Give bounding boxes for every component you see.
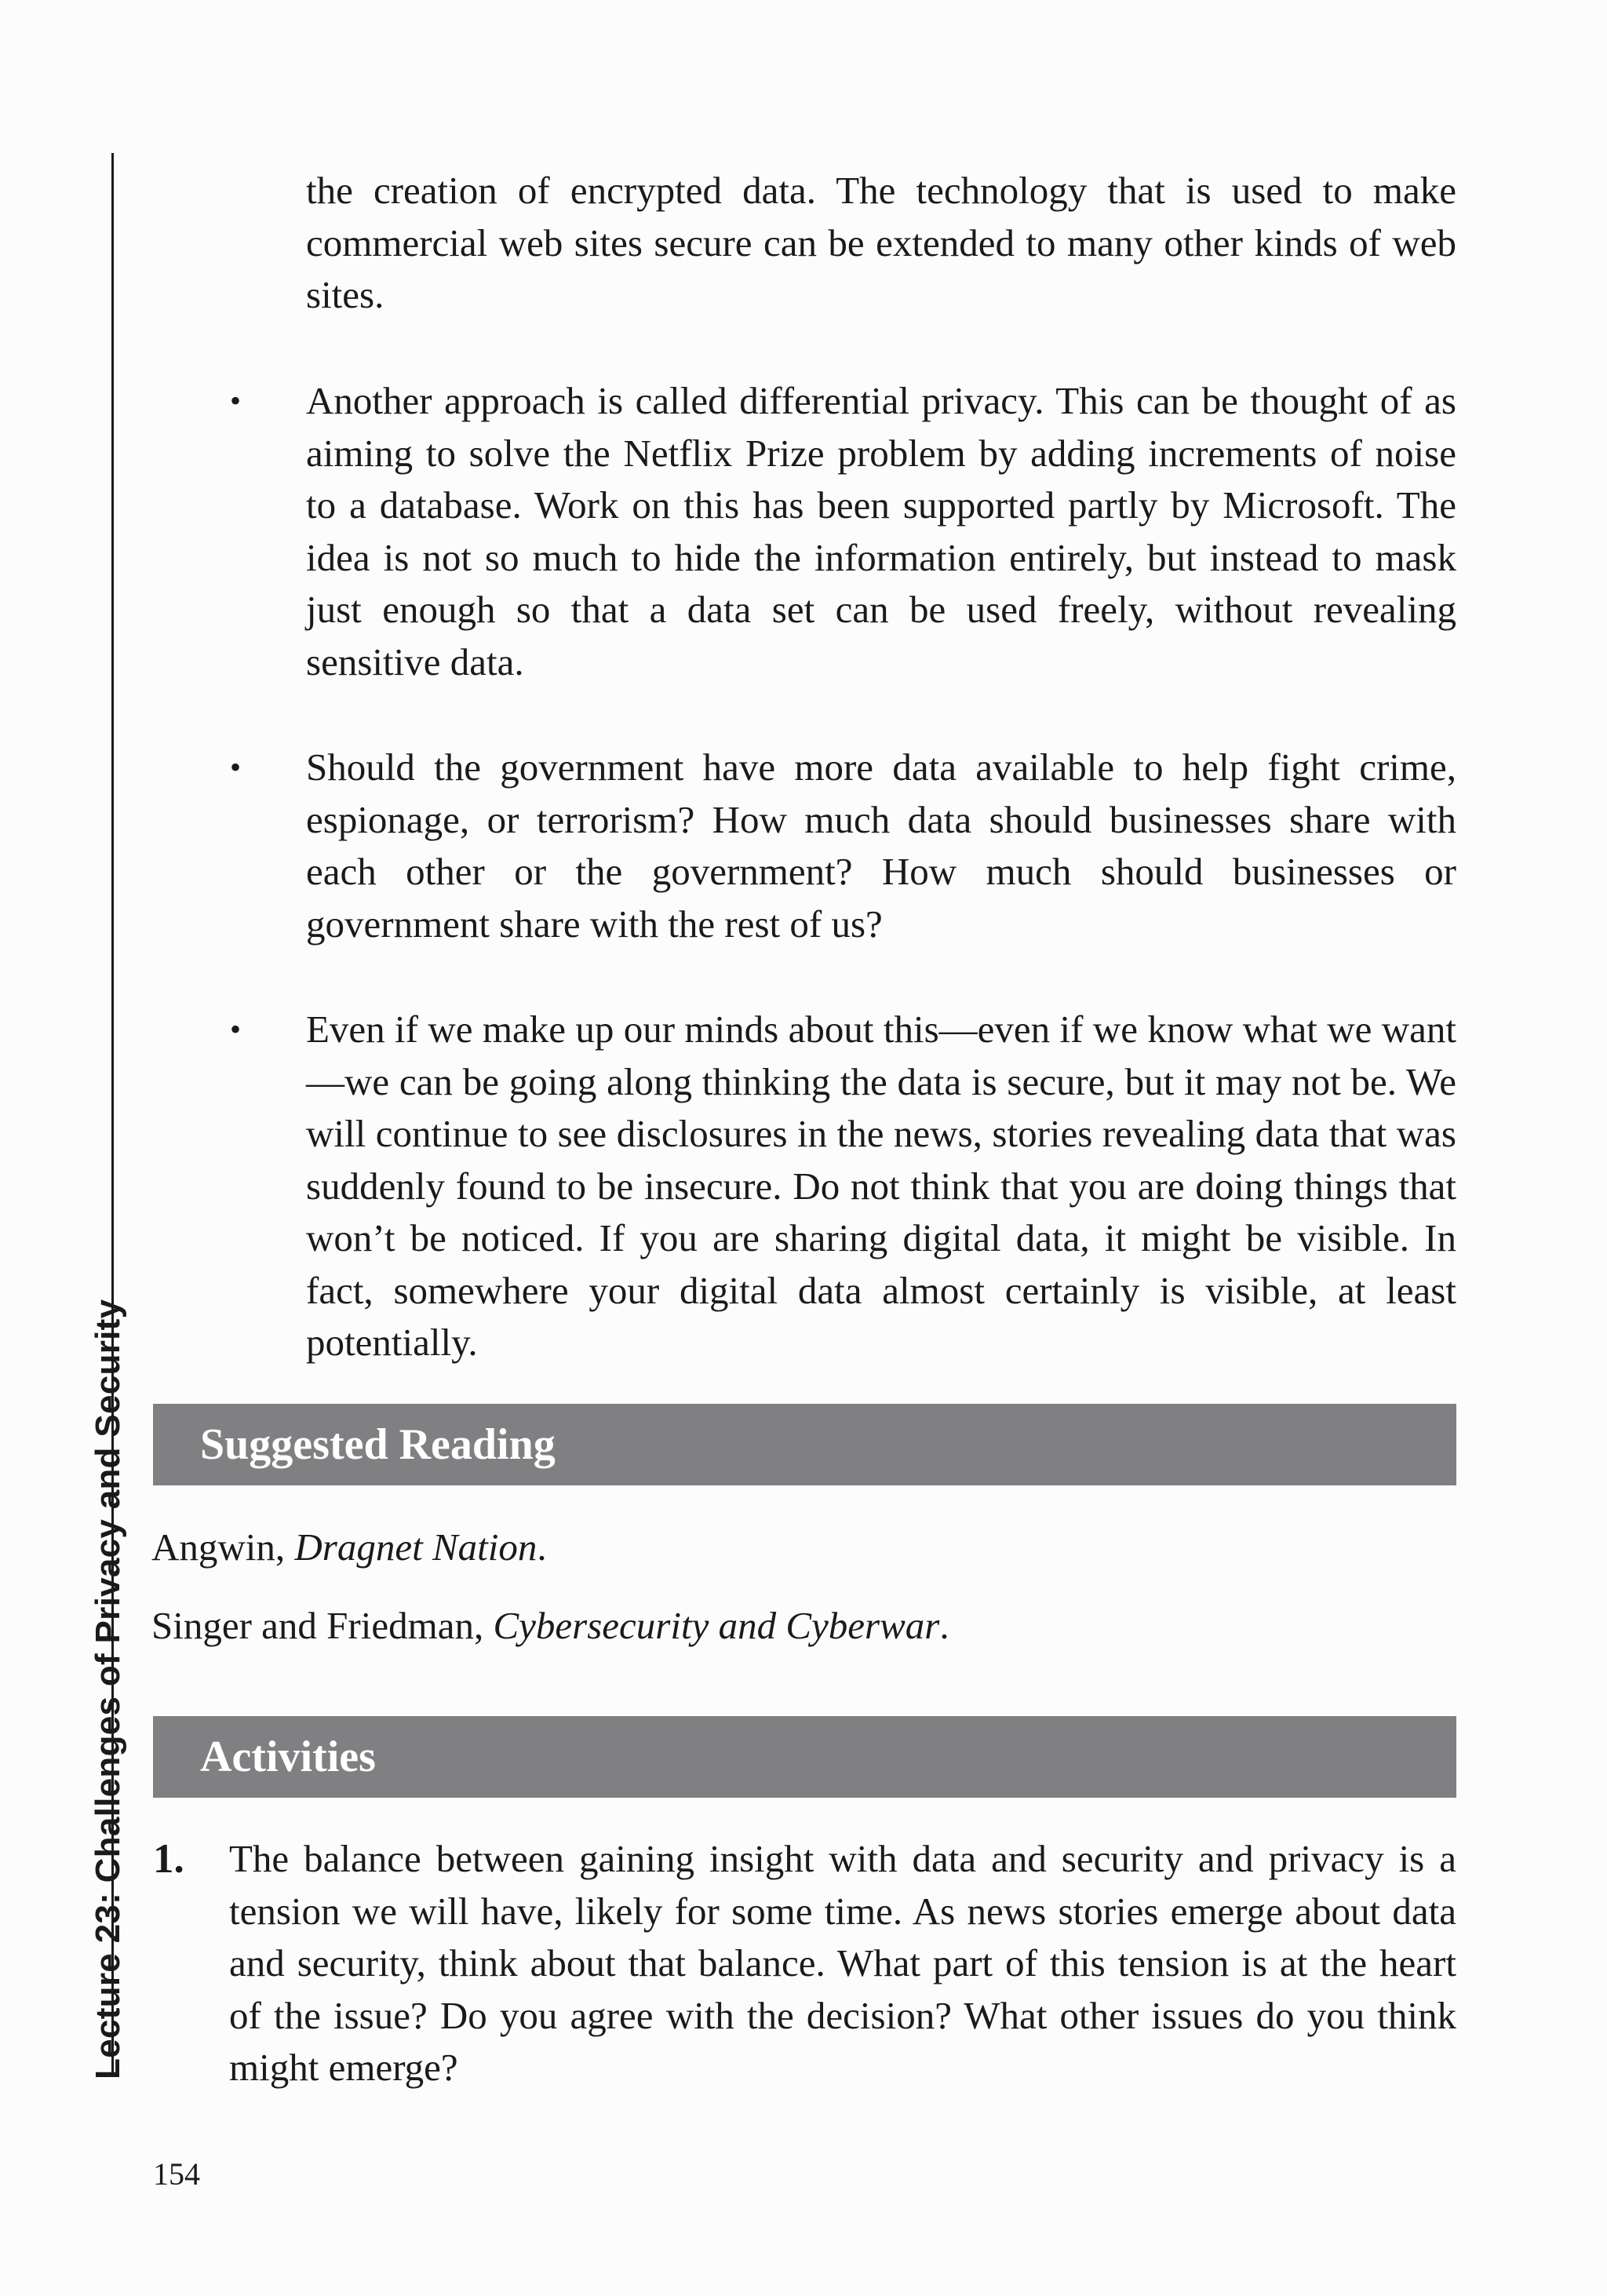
reading-entry bbox=[151, 1524, 547, 1571]
reading-title: Cybersecurity and Cyberwar bbox=[493, 1604, 940, 1647]
activities-header bbox=[153, 1716, 1456, 1798]
page-number: 154 bbox=[153, 2156, 200, 2192]
activity-number: 1. bbox=[153, 1836, 184, 1882]
continuation-paragraph: the creation of encrypted data. The technology that is used to make commercial web sites secure can be extended to many other kinds of web sites. bbox=[306, 169, 1456, 316]
activity-text: The balance between gaining insight with data and security and privacy is a tension we will have, likely for some time. As news stories emerge about data and security, think about that balance. What part of this tension is at the heart of the issue? Do you agree with the decision? What other issues do you think might emerge? bbox=[229, 1837, 1456, 2089]
section-heading: Suggested Reading bbox=[200, 1420, 556, 1469]
reading-author: Angwin, bbox=[151, 1525, 295, 1569]
bullet-marker: • bbox=[230, 1011, 242, 1047]
bullet-marker: • bbox=[230, 749, 242, 785]
bullet-item-text: Should the government have more data available to help fight crime, espionage, or terrorism? How much data should businesses share with each other or the government? How much should businesses or government share with the rest of us? bbox=[306, 745, 1456, 946]
reading-entry bbox=[151, 1602, 949, 1649]
suggested-reading-header bbox=[153, 1404, 1456, 1485]
bullet-item-text: Another approach is called differential privacy. This can be thought of as aiming to solve the Netflix Prize problem by adding increments of noise to a database. Work on this has been supported partly by Microsoft. The idea is not so much to hide the information entirely, but instead to mask just enough so that a data set can be used freely, without revealing sensitive data. bbox=[306, 379, 1456, 683]
reading-author: Singer and Friedman, bbox=[151, 1604, 494, 1647]
bullet-marker: • bbox=[230, 383, 242, 418]
running-head: Lecture 23: Challenges of Privacy and Security bbox=[89, 1299, 127, 2079]
reading-end: . bbox=[537, 1525, 547, 1569]
reading-title: Dragnet Nation bbox=[294, 1525, 537, 1569]
bullet-item-text: Even if we make up our minds about this—even if we know what we want—we can be going along thinking the data is secure, but it may not be. We will continue to see disclosures in the news, stories revealing data that was suddenly found to be insecure. Do not think that you are doing things that won’t be noticed. If you are sharing digital data, it might be visible. In fact, somewhere your digital data almost certainly is visible, at least potentially. bbox=[306, 1008, 1456, 1364]
section-heading: Activities bbox=[200, 1733, 376, 1781]
reading-end: . bbox=[939, 1604, 949, 1647]
